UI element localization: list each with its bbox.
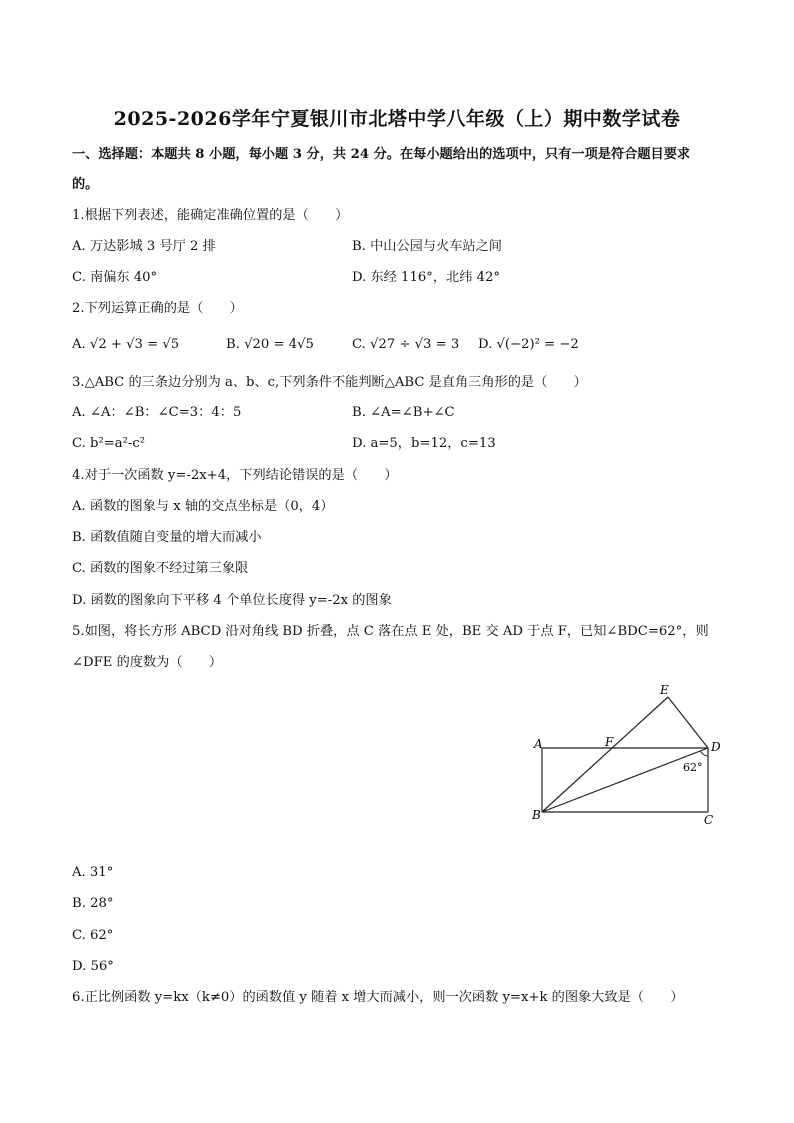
- q2-option-b-expr: √20 = 4√5: [244, 337, 314, 352]
- label-d: D: [711, 740, 721, 754]
- q2-option-a-label: A.: [72, 337, 86, 352]
- section-heading-cont: 的。: [72, 177, 99, 192]
- section-heading: 一、选择题：本题共 8 小题，每小题 3 分，共 24 分。在每小题给出的选项中，只有一项是符合题目要求: [72, 147, 691, 162]
- question-4-stem: 4.对于一次函数 y=-2x+4，下列结论错误的是（ ）: [72, 468, 398, 483]
- label-a: A: [534, 737, 543, 751]
- q2-option-a: [72, 337, 179, 352]
- q4-option-c: C. 函数的图象不经过第三象限: [72, 561, 249, 576]
- label-f: F: [605, 735, 614, 749]
- angle-mark-bdc: [701, 751, 708, 756]
- q2-option-d-label: D.: [478, 337, 493, 352]
- label-b: B: [532, 808, 541, 822]
- segment-bd: [542, 748, 708, 812]
- label-angle-62: 62°: [683, 761, 703, 774]
- q4-option-d: D. 函数的图象向下平移 4 个单位长度得 y=-2x 的图象: [72, 593, 392, 608]
- segment-be: [542, 697, 668, 812]
- q5-option-d: D. 56°: [72, 959, 114, 974]
- q2-option-a-expr: √2 + √3 = √5: [89, 337, 180, 352]
- q5-option-c: C. 62°: [72, 928, 114, 943]
- page-title: 2025-2026学年宁夏银川市北塔中学八年级（上）期中数学试卷: [113, 108, 681, 130]
- fold-rectangle-figure: [520, 676, 730, 826]
- question-3-stem: 3.△ABC 的三条边分别为 a、b、c,下列条件不能判断△ABC 是直角三角形的是（ ）: [72, 375, 587, 390]
- question-5-stem: 5.如图，将长方形 ABCD 沿对角线 BD 折叠，点 C 落在点 E 处，BE 交 AD 于点 F，已知∠BDC=62°，则: [72, 624, 709, 639]
- q3-option-b: B. ∠A=∠B+∠C: [352, 405, 455, 420]
- label-e: E: [660, 683, 669, 697]
- q3-option-d: D. a=5，b=12，c=13: [352, 436, 496, 451]
- q1-option-a: A. 万达影城 3 号厅 2 排: [72, 239, 216, 254]
- question-6-stem: 6.正比例函数 y=kx（k≠0）的函数值 y 随着 x 增大而减小，则一次函数 y=x+k 的图象大致是（ ）: [72, 990, 684, 1005]
- q2-option-c-expr: √27 ÷ √3 = 3: [370, 337, 460, 352]
- q4-option-a: A. 函数的图象与 x 轴的交点坐标是（0，4）: [72, 499, 334, 514]
- q2-option-b-label: B.: [226, 337, 240, 352]
- q5-option-a: A. 31°: [72, 865, 114, 880]
- question-1-stem: 1.根据下列表述，能确定准确位置的是（ ）: [72, 208, 349, 223]
- q1-option-c: C. 南偏东 40°: [72, 270, 158, 285]
- q2-option-c-label: C.: [352, 337, 366, 352]
- segment-de: [668, 697, 708, 748]
- q3-option-c: C. b²=a²-c²: [72, 436, 146, 451]
- q1-option-b: B. 中山公园与火车站之间: [352, 239, 502, 254]
- q2-option-b: [226, 337, 314, 352]
- q2-option-d: [478, 337, 579, 352]
- q2-option-d-expr: √(−2)² = −2: [496, 337, 579, 352]
- q2-option-c: [352, 337, 459, 352]
- q3-option-a: A. ∠A：∠B：∠C=3：4：5: [72, 405, 242, 420]
- question-2-stem: 2.下列运算正确的是（ ）: [72, 301, 243, 316]
- q1-option-d: D. 东经 116°，北纬 42°: [352, 270, 500, 285]
- question-5-stem-cont: ∠DFE 的度数为（ ）: [72, 655, 223, 670]
- q4-option-b: B. 函数值随自变量的增大而减小: [72, 530, 262, 545]
- q5-option-b: B. 28°: [72, 896, 114, 911]
- label-c: C: [704, 813, 714, 826]
